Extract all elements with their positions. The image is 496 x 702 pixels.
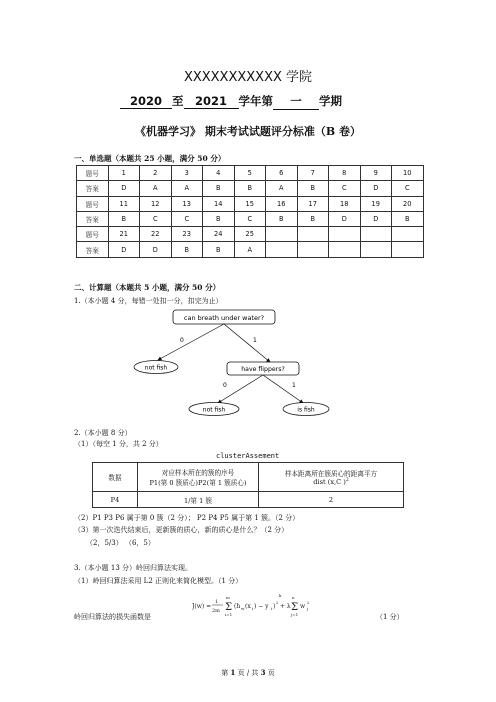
answer-cell: B: [203, 181, 235, 196]
year-label: 学年第: [238, 94, 273, 108]
svg-text:Σ: Σ: [291, 602, 299, 613]
answer-cell: D: [108, 181, 140, 196]
section2-heading: 二、计算题（本题共 5 小题，满分 50 分）: [74, 283, 221, 292]
year-start: 2020: [120, 94, 172, 109]
edge-mid-left: [218, 375, 263, 403]
cluster-header-line2: P1(第 0 簇质心)P2(第 1 簇质心): [149, 479, 247, 487]
answer-cell: C: [171, 211, 203, 226]
col-header-distance: [259, 463, 404, 492]
answer-table-row: [77, 196, 424, 211]
svg-text:i=1: i=1: [225, 612, 233, 617]
term-label: 学期: [319, 94, 342, 108]
answer-cell: 24: [203, 227, 235, 242]
col-header-data: 数据: [93, 463, 138, 492]
answer-cell: B: [203, 211, 235, 226]
answer-cell: D: [360, 181, 392, 196]
answer-cell: B: [171, 242, 203, 257]
answer-cell: 18: [329, 196, 361, 211]
answer-cell: 17: [297, 196, 329, 211]
question-3-loss-score: （1 分）: [376, 613, 404, 621]
answer-cell: A: [140, 181, 172, 196]
answer-cell: 23: [171, 227, 203, 242]
svg-text:w: w: [241, 606, 245, 611]
answer-cell: B: [108, 211, 140, 226]
answer-cell: [360, 227, 392, 242]
edge-mid-right: [263, 375, 303, 403]
leaf-is-fish-label: is fish: [297, 406, 315, 414]
svg-text:2m: 2m: [212, 608, 220, 614]
term-number: 一: [273, 93, 319, 110]
answer-cell: 9: [360, 166, 392, 181]
answer-cell: 20: [392, 196, 424, 211]
answer-cell: 13: [171, 196, 203, 211]
answer-cell: C: [140, 211, 172, 226]
answer-row-header: 答案: [77, 181, 109, 196]
semester-line: [120, 93, 342, 110]
svg-text:+ λ: + λ: [280, 603, 291, 610]
answer-cell: B: [392, 211, 424, 226]
answer-cell: B: [266, 211, 298, 226]
answer-table-row: [77, 166, 424, 181]
answer-cell: B: [203, 242, 235, 257]
answer-cell: 19: [360, 196, 392, 211]
answer-cell: D: [329, 211, 361, 226]
exam-subtitle: 《机器学习》 期末考试试题评分标准（B 卷）: [135, 125, 361, 138]
distance-header-line1: 样本距离所在簇质心的距离平方: [284, 469, 378, 478]
answer-table-row: [77, 242, 424, 257]
answer-cell: C: [234, 211, 266, 226]
table-caption: clusterAssement: [216, 452, 280, 460]
answer-cell: 3: [171, 166, 203, 181]
answer-cell: [266, 227, 298, 242]
leaf-not-fish-1-label: not fish: [144, 364, 168, 372]
edge-label-mid-1: 1: [292, 382, 296, 389]
answer-cell: [266, 242, 298, 257]
svg-text:J(w) =: J(w) =: [192, 603, 212, 610]
year-end: 2021: [184, 94, 239, 109]
svg-text:i: i: [271, 606, 273, 611]
distance-header-line2: dist (x,C ): [313, 478, 346, 487]
edge-label-0: 0: [180, 337, 184, 344]
answer-cell: 22: [140, 227, 172, 242]
cell-p4: P4: [93, 492, 138, 508]
answer-cell: D: [140, 242, 172, 257]
edge-root-left: [158, 324, 224, 360]
section1-heading: 一、单选题（本题共 25 小题，满分 50 分）: [74, 154, 226, 163]
root-node-label: can breath under water?: [183, 314, 265, 322]
page-footer: [0, 668, 496, 678]
svg-text:Σ: Σ: [225, 602, 233, 613]
cluster-assessment-table: [92, 462, 404, 508]
document-title: XXXXXXXXXXX 学院: [183, 70, 313, 85]
svg-text:m: m: [226, 595, 230, 600]
answer-cell: 5: [234, 166, 266, 181]
answer-cell: B: [234, 181, 266, 196]
answer-cell: B: [297, 181, 329, 196]
cell-p4-dist: 2: [259, 492, 404, 508]
answer-cell: D: [108, 242, 140, 257]
question-2-part-1: （1）（每空 1 分，共 2 分）: [74, 440, 163, 448]
answer-cell: 14: [203, 196, 235, 211]
svg-text:(h: (h: [234, 603, 241, 610]
col-header-cluster: [138, 463, 259, 492]
answer-cell: 7: [297, 166, 329, 181]
answer-cell: D: [360, 211, 392, 226]
answer-cell: 11: [108, 196, 140, 211]
loss-function-formula: [192, 588, 352, 624]
answer-cell: [329, 227, 361, 242]
cluster-header-line1: 对应样本所在的簇的序号: [161, 469, 235, 477]
flippers-node-label: have flippers?: [241, 366, 285, 373]
answer-cell: 15: [234, 196, 266, 211]
answer-cell: 10: [392, 166, 424, 181]
answer-row-header: 题号: [77, 196, 109, 211]
decision-tree: [120, 300, 360, 420]
question-3: 3.（本小题 13 分）岭回归算法实现。: [74, 564, 193, 572]
answer-cell: [360, 242, 392, 257]
svg-text:2: 2: [307, 600, 310, 605]
question-2-part-2: （2）P1 P3 P6 属于第 0 簇（2 分）； P2 P4 P5 属于第 1 簇。（2 分）: [74, 514, 300, 522]
answer-cell: 2: [140, 166, 172, 181]
edge-label-mid-0: 0: [223, 382, 227, 389]
cell-p4-cluster: 1/第 1 簇: [138, 492, 259, 508]
svg-text:) − y: ) − y: [254, 603, 269, 610]
question-3-part-1: （1）岭回归算法采用 L2 正则化来简化模型。（1 分）: [74, 577, 243, 585]
answer-row-header: 答案: [77, 211, 109, 226]
answer-cell: 8: [329, 166, 361, 181]
question-2-part-3: （3）第一次迭代结束后，更新簇的质心，新的质心是什么？（2 分）: [74, 526, 289, 534]
answer-cell: C: [392, 181, 424, 196]
answer-cell: B: [297, 211, 329, 226]
footer-prefix: 第: [221, 669, 229, 677]
svg-text:j: j: [307, 606, 309, 611]
answer-cell: 12: [140, 196, 172, 211]
answer-row-header: 题号: [77, 227, 109, 242]
distance-header-sup: 2: [345, 477, 349, 483]
answer-row-header: 题号: [77, 166, 109, 181]
answer-table: [76, 165, 424, 258]
answer-cell: [392, 242, 424, 257]
svg-text:2: 2: [276, 600, 279, 605]
answer-cell: 25: [234, 227, 266, 242]
svg-text:n: n: [292, 595, 295, 600]
svg-text:1: 1: [215, 599, 219, 605]
edge-label-1: 1: [253, 337, 257, 344]
answer-cell: 6: [266, 166, 298, 181]
footer-suffix: 页: [267, 669, 275, 677]
svg-text:i: i: [252, 606, 254, 611]
answer-cell: C: [329, 181, 361, 196]
svg-text:k: k: [279, 593, 282, 598]
footer-total-pages: 3: [260, 668, 266, 677]
question-2: 2.（本小题 8 分）: [74, 429, 132, 437]
svg-text:j=1: j=1: [291, 612, 299, 617]
question-3-loss-label: 岭回归算法的损失函数是: [74, 613, 151, 621]
svg-text:): ): [273, 603, 276, 610]
answer-cell: A: [266, 181, 298, 196]
answer-cell: 21: [108, 227, 140, 242]
answer-cell: [329, 242, 361, 257]
answer-cell: [297, 242, 329, 257]
answer-cell: [297, 227, 329, 242]
question-1: 1.（本小题 4 分，每错一处扣一分，扣完为止）: [74, 297, 223, 305]
svg-text:(x: (x: [245, 603, 251, 610]
footer-mid: 页 / 共: [237, 669, 259, 677]
footer-page-number: 1: [230, 668, 236, 677]
question-2-part-3-answer: （2，5/3） （6，5）: [86, 539, 155, 547]
leaf-not-fish-2-label: not fish: [202, 406, 226, 414]
answer-row-header: 答案: [77, 242, 109, 257]
to-label: 至: [172, 94, 184, 108]
answer-cell: 4: [203, 166, 235, 181]
answer-cell: A: [234, 242, 266, 257]
answer-cell: 16: [266, 196, 298, 211]
answer-table-row: [77, 227, 424, 242]
answer-table-row: [77, 211, 424, 226]
svg-text:w: w: [300, 603, 306, 610]
answer-cell: 1: [108, 166, 140, 181]
edge-root-right: [224, 324, 270, 362]
answer-cell: A: [171, 181, 203, 196]
answer-cell: [392, 227, 424, 242]
answer-table-row: [77, 181, 424, 196]
